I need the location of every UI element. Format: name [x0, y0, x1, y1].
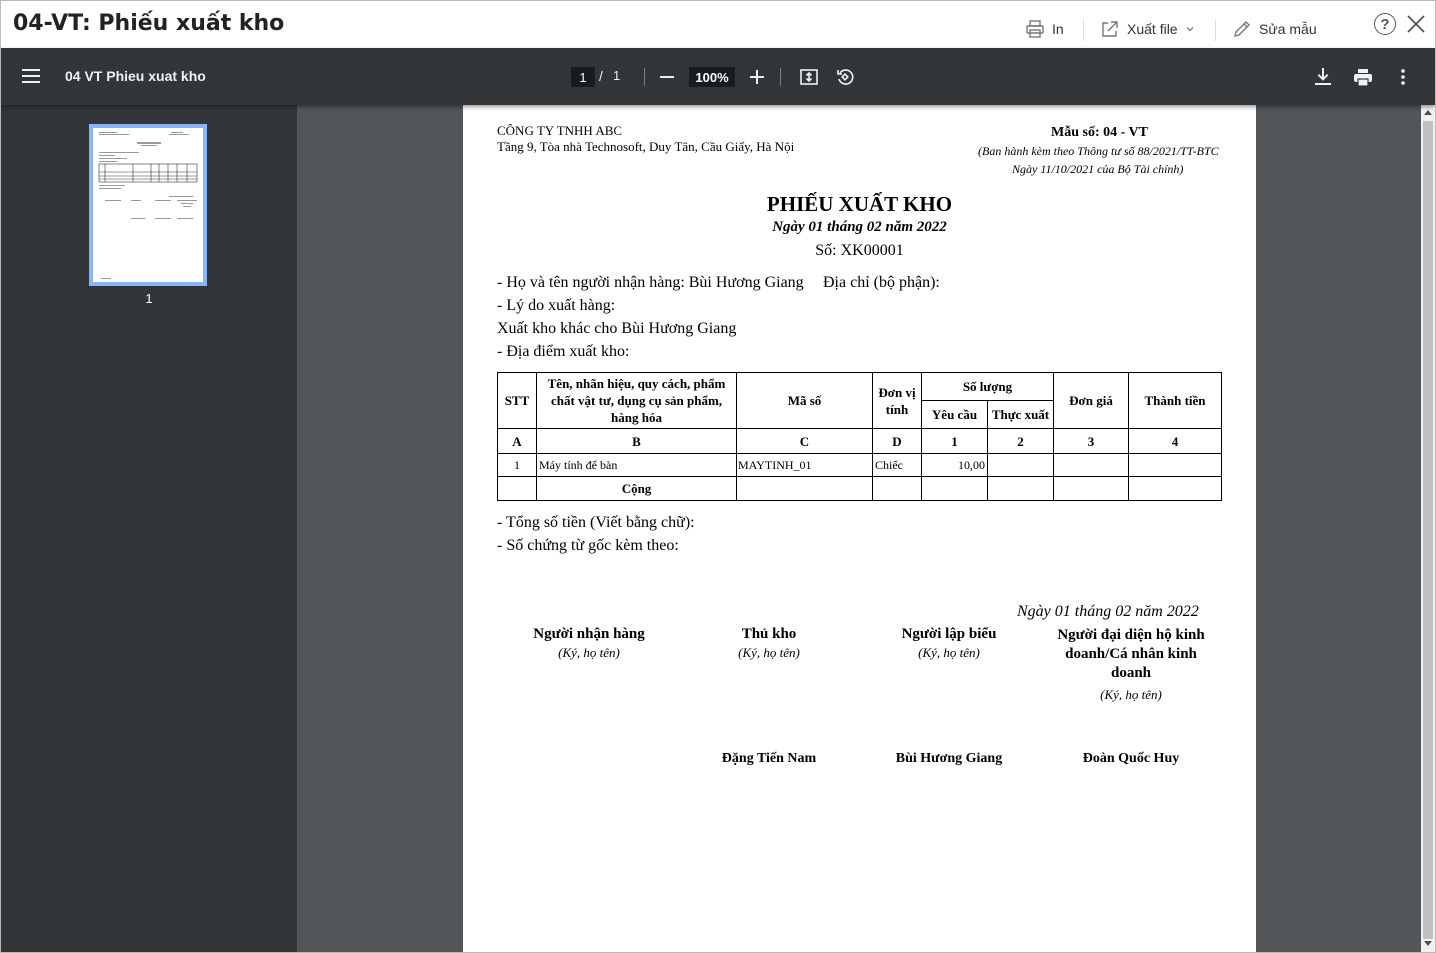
toolbar-divider	[644, 68, 645, 86]
edit-template-label: Sửa mẫu	[1259, 21, 1317, 37]
signer-storekeeper	[683, 626, 855, 661]
row-stt: 1	[498, 454, 537, 477]
chevron-down-icon	[1185, 24, 1195, 34]
total-empty	[498, 477, 537, 501]
row-unit: Chiếc	[873, 454, 922, 477]
company-name: CÔNG TY TNHH ABC	[497, 123, 623, 138]
title-bar	[1, 1, 1435, 48]
row-unit-price	[1054, 454, 1129, 477]
total-empty	[873, 477, 922, 501]
row-code: MAYTINH_01	[737, 454, 873, 477]
signer-preparer	[863, 626, 1035, 661]
export-icon	[1100, 19, 1120, 39]
signer-note: (Ký, họ tên)	[558, 645, 620, 660]
thumbnail-preview	[93, 128, 203, 282]
col-quantity: Số lượng	[922, 373, 1054, 401]
total-row	[498, 477, 1222, 501]
signer-role: Thủ kho	[741, 626, 797, 642]
total-pages: 1	[613, 68, 621, 83]
row-qty-actual	[988, 454, 1054, 477]
code-cell: 4	[1129, 429, 1222, 454]
print-button[interactable]	[1025, 18, 1064, 40]
code-cell: B	[537, 429, 737, 454]
toolbar-divider	[1215, 19, 1216, 41]
col-item-name: Tên, nhãn hiệu, quy cách, phẩm chất vật tư, dụng cụ sản phẩm, hàng hóa	[537, 373, 737, 429]
window-title: 04-VT: Phiếu xuất kho	[13, 11, 285, 36]
total-empty	[988, 477, 1054, 501]
document-canvas[interactable]	[297, 105, 1421, 953]
document-title: PHIẾU XUẤT KHO	[766, 192, 953, 216]
more-options-icon[interactable]	[1401, 69, 1405, 85]
signer-role: Người lập biểu	[901, 626, 997, 642]
col-unit-price: Đơn giá	[1054, 373, 1129, 429]
pdf-toolbar	[1, 48, 1435, 105]
form-note-line1: (Ban hành kèm theo Thông tư số 88/2021/TT-BTC	[978, 144, 1219, 158]
code-cell: C	[737, 429, 873, 454]
rotate-icon[interactable]	[836, 68, 854, 86]
signer-name: Đặng Tiến Nam	[721, 751, 817, 766]
attached-documents: - Số chứng từ gốc kèm theo:	[497, 537, 679, 554]
document-page	[463, 105, 1256, 953]
toolbar-divider	[1083, 19, 1084, 41]
code-cell: D	[873, 429, 922, 454]
code-cell: 2	[988, 429, 1054, 454]
total-empty	[1129, 477, 1222, 501]
warehouse-location: - Địa điểm xuất kho:	[497, 343, 630, 360]
document-date: Ngày 01 tháng 02 năm 2022	[772, 219, 947, 235]
print-label: In	[1052, 21, 1064, 37]
page-thumbnail[interactable]	[89, 124, 207, 286]
row-item-name: Máy tính để bàn	[537, 454, 737, 477]
scrollbar-thumb[interactable]	[1423, 121, 1433, 939]
page-separator: /	[599, 68, 603, 84]
signer-receiver	[503, 626, 675, 661]
page-number-input[interactable]: 1	[571, 67, 595, 87]
code-cell: A	[498, 429, 537, 454]
printer-icon[interactable]	[1354, 69, 1372, 86]
total-in-words: - Tổng số tiền (Viết bằng chữ):	[497, 514, 695, 531]
fit-page-icon[interactable]	[800, 68, 818, 86]
help-icon[interactable]: ?	[1374, 13, 1396, 35]
form-number: Mẫu số: 04 - VT	[1051, 125, 1148, 140]
receiver-name: - Họ và tên người nhận hàng: Bùi Hương Giang	[497, 274, 804, 291]
col-qty-required: Yêu cầu	[922, 401, 988, 429]
row-qty-required: 10,00	[922, 454, 988, 477]
col-amount: Thành tiền	[1129, 373, 1222, 429]
items-table	[497, 372, 1222, 501]
company-address: Tầng 9, Tòa nhà Technosoft, Duy Tân, Cầu Giấy, Hà Nội	[497, 139, 795, 154]
receiver-address: Địa chỉ (bộ phận):	[823, 274, 940, 291]
close-icon[interactable]	[1405, 13, 1427, 35]
document-name: 04 VT Phieu xuat kho	[65, 68, 206, 84]
download-icon[interactable]	[1315, 68, 1331, 86]
total-empty	[922, 477, 988, 501]
col-code: Mã số	[737, 373, 873, 429]
col-stt: STT	[498, 373, 537, 429]
signer-note: (Ký, họ tên)	[1100, 687, 1162, 702]
column-code-row	[498, 429, 1222, 454]
pencil-icon	[1232, 19, 1252, 39]
signer-representative	[1045, 626, 1217, 704]
printer-icon	[1025, 19, 1045, 39]
signer-name: Bùi Hương Giang	[895, 751, 1003, 766]
code-cell: 1	[922, 429, 988, 454]
export-file-button[interactable]	[1100, 18, 1195, 40]
reason-text: Xuất kho khác cho Bùi Hương Giang	[497, 320, 737, 337]
scroll-up-icon[interactable]	[1424, 109, 1432, 115]
zoom-in-icon[interactable]	[750, 70, 764, 84]
menu-icon[interactable]	[22, 69, 40, 83]
thumbnail-page-number: 1	[145, 291, 153, 306]
sign-date: Ngày 01 tháng 02 năm 2022	[1017, 603, 1199, 620]
row-amount	[1129, 454, 1222, 477]
edit-template-button[interactable]	[1232, 18, 1317, 40]
export-label: Xuất file	[1127, 21, 1178, 37]
zoom-out-icon[interactable]	[660, 76, 674, 78]
signer-name: Đoàn Quốc Huy	[1082, 751, 1180, 766]
total-empty	[737, 477, 873, 501]
form-note-line2: Ngày 11/10/2021 của Bộ Tài chính)	[1012, 162, 1184, 176]
total-empty	[1054, 477, 1129, 501]
reason-label: - Lý do xuất hàng:	[497, 297, 616, 314]
col-unit: Đơn vị tính	[873, 373, 922, 429]
signer-note: (Ký, họ tên)	[738, 645, 800, 660]
signer-note: (Ký, họ tên)	[918, 645, 980, 660]
code-cell: 3	[1054, 429, 1129, 454]
signer-role: Người nhận hàng	[533, 626, 645, 642]
table-row	[498, 454, 1222, 477]
total-label: Cộng	[537, 477, 737, 501]
toolbar-divider	[780, 68, 781, 86]
document-number: Số: XK00001	[815, 242, 904, 259]
signer-role: Người đại diện hộ kinh doanh/Cá nhân kinh doanh	[1057, 627, 1205, 681]
vertical-scrollbar[interactable]	[1421, 105, 1435, 953]
scroll-down-icon[interactable]	[1424, 941, 1432, 947]
zoom-input[interactable]: 100%	[689, 67, 735, 87]
col-qty-actual: Thực xuất	[988, 401, 1054, 429]
